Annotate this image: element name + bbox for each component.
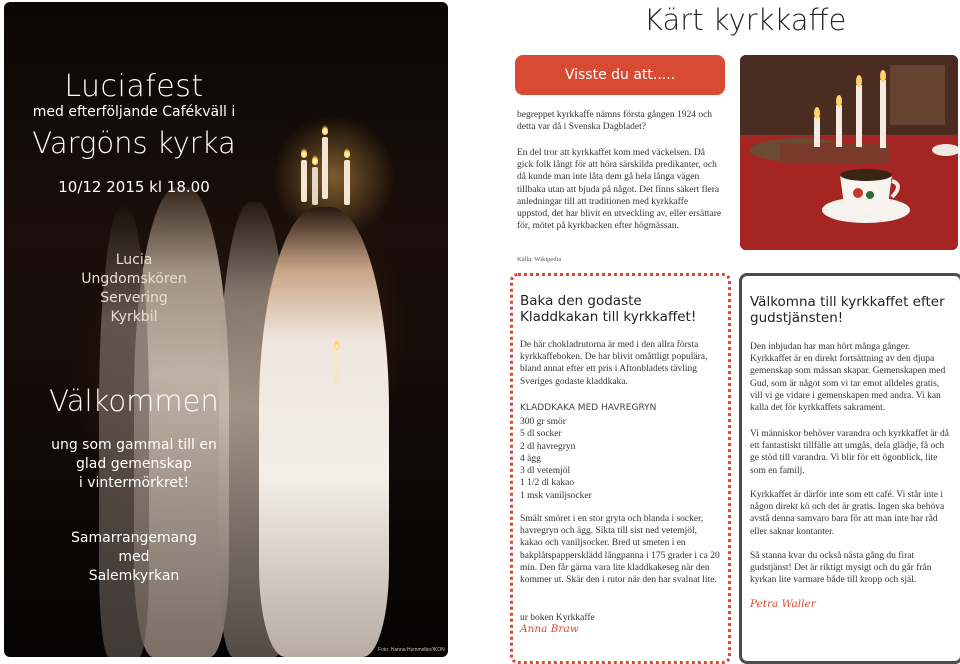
crown-candle	[301, 160, 307, 202]
recipe-intro: De här chokladrutorna är med i den allra första kyrkkaffeboken. De har blivit omåttligt populära, bland annat efter ett pris i Aftonbladets tävling Sveriges godaste kladdkaka.	[520, 340, 708, 387]
poster-cooperation	[4, 529, 264, 586]
ingredient-item: 2 dl havregryn	[520, 441, 576, 452]
crown-candle	[344, 160, 350, 205]
recipe-source: ur boken Kyrkkaffe	[520, 613, 595, 623]
welcome-paragraph: Vi människor behöver varandra och kyrkkaffet är då ett fantastiskt tillfälle att umgås, dela glädje, få och ge stöd till varandra. Vi blir för ett ögonblick, lite som en familj.	[750, 429, 949, 476]
ingredient-list	[520, 416, 592, 502]
ingredient-item: 1 msk vaniljsocker	[520, 490, 592, 501]
lucia-figure	[259, 207, 389, 657]
crown-candle	[312, 167, 318, 205]
fact-paragraph: En del tror att kyrkkaffet kom med väckelsen. Då gick folk långt för att höra särskilda predikanter, och då kunde man inte låta dem gå hela långa vägen tillbaka utan att bjuda på något. Det finns säkert flera anledningar till att traditionen med kyrkkaffe uppstod, det har blivit en utveckling av, eller ersättare för, mötet på kyrkbacken efter högmässan.	[517, 148, 722, 232]
program-item: Ungdomskören	[81, 271, 187, 287]
poster-datetime: 10/12 2015 kl 18.00	[58, 178, 210, 196]
poster-church: Vargöns kyrka	[32, 126, 236, 160]
hand-candle	[334, 352, 340, 384]
crown-candle	[322, 137, 328, 199]
flame	[301, 148, 307, 158]
program-item: Servering	[100, 290, 168, 306]
recipe-signature: Anna Braw	[520, 623, 579, 635]
welcome-signature: Petra Waller	[750, 598, 816, 610]
lucia-poster	[4, 2, 448, 657]
coffee-photo	[740, 55, 958, 250]
poster-program	[4, 251, 264, 327]
poster-title: Luciafest	[64, 69, 204, 104]
page-title: Kärt kyrkkaffe	[644, 3, 847, 37]
welcome-paragraph: Så stanna kvar du också nästa gång du firat gudstjänst! Det är riktigt mysigt och du går från kyrkan lite varmare både till kropp och själ.	[750, 551, 932, 586]
source-note: Källa: Wikipedia	[517, 256, 562, 263]
coop-line: med	[118, 549, 150, 565]
coop-line: Samarrangemang	[71, 530, 197, 546]
ingredient-item: 1 1/2 dl kakao	[520, 478, 575, 489]
welcome-paragraph: Kyrkkaffet är därför inte som ett café. Vi står inte i någon direkt kö och det är gratis. Ingen ska behöva avstå denna samvaro bara för att man inte har råd eller saknar kontanter.	[750, 490, 945, 537]
flame	[322, 125, 328, 135]
ingredient-item: 5 dl socker	[520, 429, 562, 440]
flame	[334, 340, 340, 350]
photo-credit: Foto: Hanna Hummelbo/IKON	[378, 647, 445, 653]
ingredient-item: 4 ägg	[520, 453, 541, 464]
flame	[344, 148, 350, 158]
welcome-line: glad gemenskap	[76, 456, 192, 472]
poster-welcome: Välkommen	[49, 384, 219, 418]
welcome-heading: Välkomna till kyrkkaffet efter gudstjänsten!	[750, 294, 945, 326]
program-item: Lucia	[115, 252, 153, 268]
poster-welcome-text	[4, 436, 264, 493]
ingredient-item: 300 gr smör	[520, 417, 566, 427]
fact-paragraph: begreppet kyrkkaffe nämns första gången 1924 och detta var då i Svenska Dagbladet?	[517, 110, 713, 133]
recipe-instructions: Smält smöret i en stor gryta och blanda i socker, havregryn och ägg. Sikta till sist ned vetemjöl, kakao och vaniljsocker. Bred ut smeten i en bakplåtspappersklädd långpanna i 175 grader i ca 20 min. Den får gärna vara lite kladdkakeseg när den kommer ut. Skär den i rutor när den har svalnat lite.	[520, 514, 720, 586]
recipe-title: KLADDKAKA MED HAVREGRYN	[520, 403, 657, 413]
welcome-line: ung som gammal till en	[51, 437, 217, 453]
program-item: Kyrkbil	[110, 309, 158, 325]
flame	[312, 155, 318, 165]
welcome-line: i vintermörkret!	[78, 475, 190, 491]
ingredient-item: 3 dl vetemjöl	[520, 466, 571, 477]
coffee-photo-illustration	[740, 55, 958, 250]
welcome-paragraph: Den inbjudan har man hört många gånger. Kyrkkaffet är en direkt fortsättning av den djupa gemenskap som mässan skapar. Gemenskapen med Gud, som är något som vi tar emot alldeles gratis, vill vi ge vidare i gemenskapen med andra. Vi kan kalla det för kyrkkaffets sakrament.	[750, 342, 946, 414]
coop-line: Salemkyrkan	[88, 568, 180, 584]
did-you-know-banner: Visste du att.....	[515, 55, 725, 95]
poster-subtitle: med efterföljande Cafékväll i	[32, 104, 236, 120]
recipe-heading: Baka den godaste Kladdkakan till kyrkkaffet!	[520, 293, 697, 325]
